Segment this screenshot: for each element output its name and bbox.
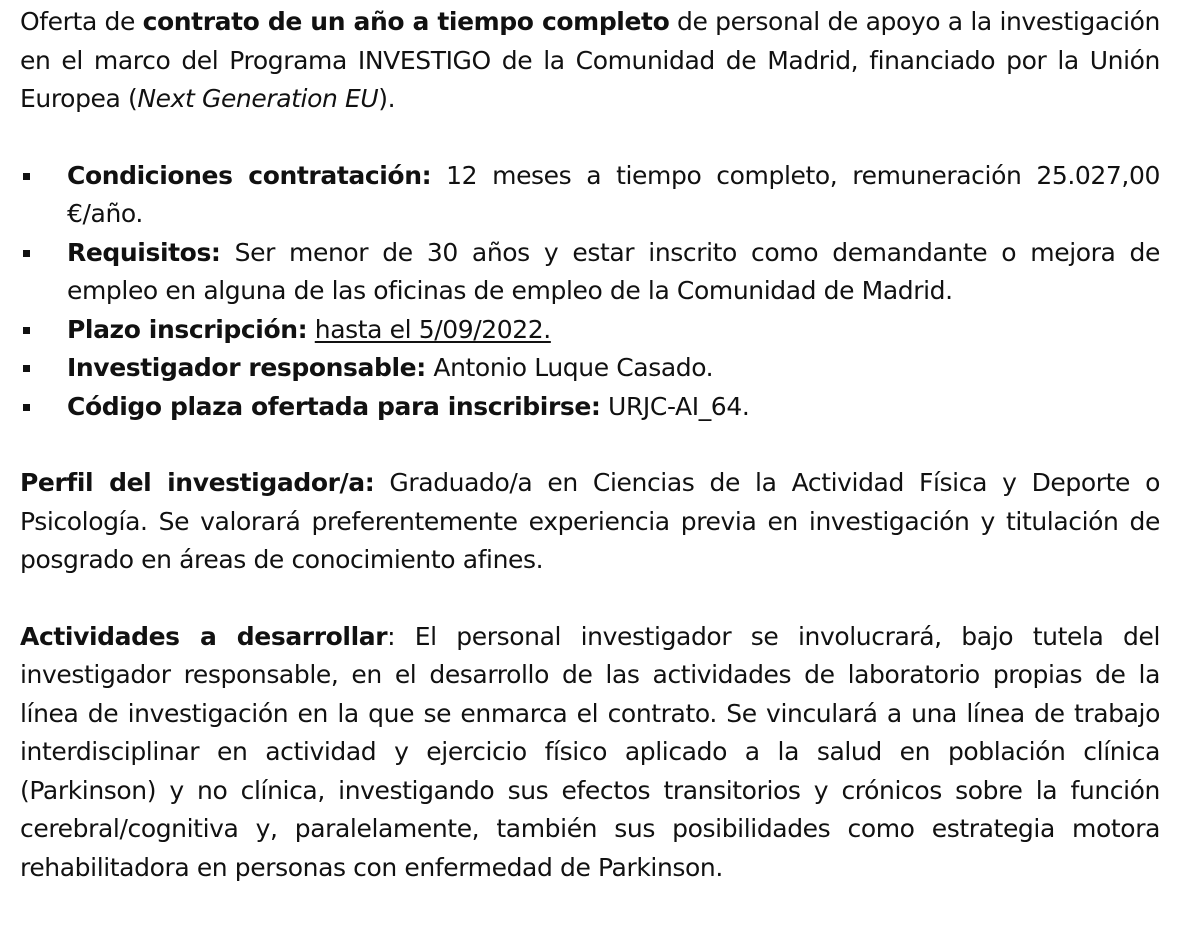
intro-funding-name: Next Generation EU xyxy=(137,84,379,113)
condition-item-requirements xyxy=(20,234,1160,311)
condition-text: 12 meses a tiempo completo, remuneración 25.027,00 €/año. xyxy=(67,160,1160,228)
intro-middle: de personal de apoyo a la investigación en el marco del Programa INVESTIGO de la Comunidad de Madrid, financiado por la Unión Europea ( xyxy=(20,7,1161,113)
activities-label: Actividades a desarrollar xyxy=(20,621,388,651)
activities-text: : El personal investigador se involucrará, bajo tutela del investigador responsable, en el desarrollo de las actividades de laboratorio propias de la línea de investigación en la que se enmarca el contrato. Se vinculará a una línea de trabajo interdisciplinar en actividad y ejercicio físico aplicado a la salud en población clínica (Parkinson) y no clínica, investigando sus efectos transitorios y crónicos sobre la función cerebral/cognitiva y, paralelamente, también sus posibilidades como estrategia motora rehabilitadora en personas con enfermedad de Parkinson. xyxy=(20,621,1160,882)
intro-suffix: ). xyxy=(378,84,396,113)
square-bullet-icon xyxy=(23,327,30,334)
condition-label: Condiciones contratación: xyxy=(67,160,432,190)
condition-item-lead-researcher xyxy=(20,349,1160,388)
profile-paragraph xyxy=(20,464,1160,580)
deadline-date: hasta el 5/09/2022. xyxy=(314,314,551,344)
condition-label: Plazo inscripción: xyxy=(67,314,308,344)
square-bullet-icon xyxy=(23,173,30,180)
intro-contract-type: contrato de un año a tiempo completo xyxy=(142,7,670,36)
condition-text: Antonio Luque Casado. xyxy=(425,353,714,382)
condition-item-position-code xyxy=(20,388,1160,427)
profile-text: Graduado/a en Ciencias de la Actividad Física y Deporte o Psicología. Se valorará preferentemente experiencia previa en investigación y titulación de posgrado en áreas de conocimiento afines. xyxy=(20,468,1161,574)
condition-item-contract-conditions xyxy=(20,157,1160,234)
profile-label: Perfil del investigador/a: xyxy=(20,468,375,497)
condition-label: Código plaza ofertada para inscribirse: xyxy=(67,391,601,421)
condition-text: URJC-AI_64. xyxy=(600,391,750,421)
square-bullet-icon xyxy=(23,404,30,411)
activities-paragraph xyxy=(20,618,1160,888)
condition-label: Investigador responsable: xyxy=(67,353,426,382)
intro-prefix: Oferta de xyxy=(20,7,143,36)
condition-label: Requisitos: xyxy=(67,237,221,267)
conditions-list xyxy=(20,157,1160,427)
condition-item-deadline xyxy=(20,311,1160,350)
square-bullet-icon xyxy=(23,250,30,257)
square-bullet-icon xyxy=(23,365,30,372)
intro-paragraph xyxy=(20,3,1160,119)
condition-text: Ser menor de 30 años y estar inscrito como demandante o mejora de empleo en alguna de las oficinas de empleo de la Comunidad de Madrid. xyxy=(67,237,1160,305)
